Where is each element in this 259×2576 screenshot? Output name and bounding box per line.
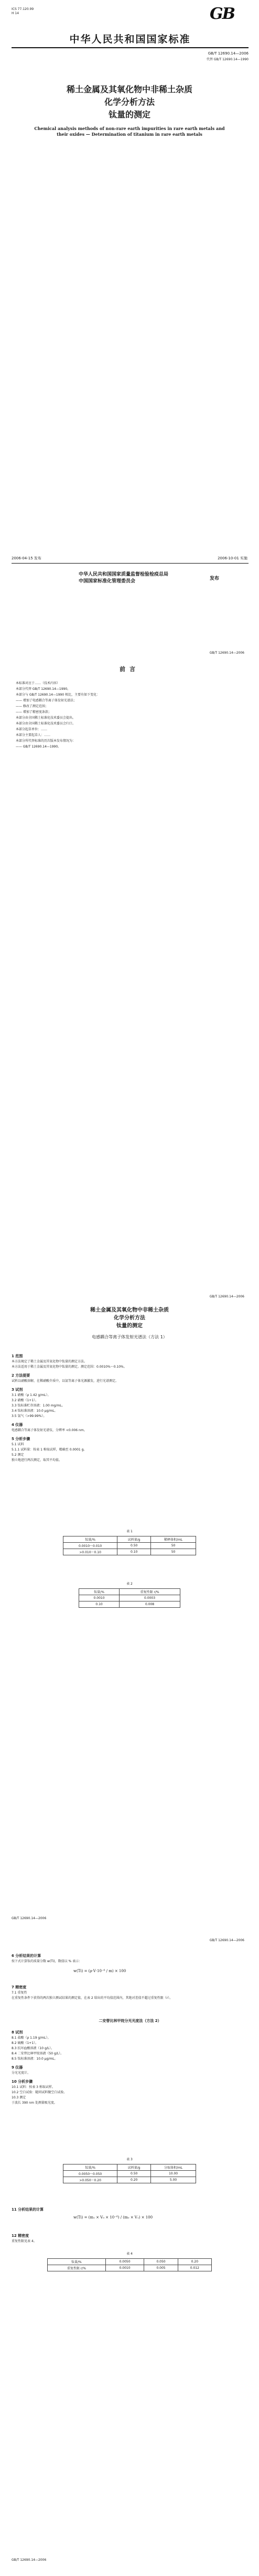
section-heading: 2 方法提要 bbox=[12, 1373, 30, 1378]
body-page-1 bbox=[0, 1287, 259, 1931]
issuer-tag: 发布 bbox=[210, 576, 220, 581]
cover-page bbox=[0, 0, 259, 644]
ics-code bbox=[12, 7, 34, 16]
table-2 bbox=[79, 1588, 180, 1608]
section-line: 5.2 测定 bbox=[12, 1453, 24, 1457]
section-line: 7.1 重复性 bbox=[12, 1991, 27, 1995]
section-line: 电感耦合等离子体发射光谱仪，分辨率 <0.006 nm。 bbox=[12, 1428, 87, 1432]
method-2-heading: 二安替比林甲烷分光光度法（方法 2） bbox=[99, 2019, 161, 2023]
table-header-cell: 钛量/% bbox=[63, 1536, 117, 1543]
table-cell: 0.50 bbox=[117, 2171, 151, 2177]
body-title-line-2: 化学分析方法 bbox=[114, 1315, 145, 1321]
replaces-note: 代替 GB/T 12690.14—1990 bbox=[206, 58, 249, 61]
table-header-cell: 钛量/% bbox=[79, 1589, 120, 1595]
section-heading: 8 试剂 bbox=[12, 2030, 23, 2034]
section-heading: 5 分析步骤 bbox=[12, 1437, 30, 1441]
page-header-number: GB/T 12690.14—2006 bbox=[209, 651, 244, 655]
table-header-cell: 稀释体积/mL bbox=[151, 1536, 196, 1543]
table-row bbox=[79, 1595, 180, 1601]
table-cell: 0.005 bbox=[144, 2265, 178, 2271]
table-3 bbox=[63, 2164, 196, 2183]
table-header-cell: 重复性限 r/% bbox=[120, 1589, 180, 1595]
foreword-page bbox=[0, 644, 259, 1287]
method-2-block bbox=[12, 2015, 249, 2024]
table-header-cell: 钛量/% bbox=[48, 2259, 106, 2265]
section-line: 5.1 试料 bbox=[12, 1443, 24, 1446]
table-row bbox=[48, 2265, 212, 2271]
table-4 bbox=[47, 2258, 212, 2271]
implementation-date: 2006-10-01 实施 bbox=[218, 556, 247, 560]
foreword-title: 前言 bbox=[120, 666, 139, 673]
issue-date: 2006-04-15 发布 bbox=[12, 556, 41, 560]
section-line: 10.1 试料：按表 3 称取试样。 bbox=[12, 2085, 55, 2089]
table-cell: >0.050～0.20 bbox=[63, 2177, 117, 2183]
gb-logo: GB bbox=[210, 5, 234, 23]
table-1 bbox=[63, 1536, 196, 1555]
foreword-line: 本部分主要起草人：…… bbox=[16, 733, 51, 737]
cover-title-line-2: 化学分析方法 bbox=[104, 97, 155, 107]
header-rule bbox=[12, 47, 249, 48]
section-line: 本方法适用于稀土金属及其氧化物中钛量的测定。测定范围：0.0010%～0.10%。 bbox=[12, 1365, 127, 1369]
body-section-block bbox=[12, 1950, 249, 1964]
table-header-row bbox=[48, 2259, 212, 2265]
foreword-line: 本部分与 GB/T 12690.14—1990 相比，主要有如下变化： bbox=[16, 693, 100, 697]
section-heading: 11 分析结果的计算 bbox=[12, 2207, 44, 2212]
table-cell: 0.10 bbox=[79, 1601, 120, 1608]
table-cell: 0.008 bbox=[120, 1601, 180, 1608]
table-cell: 0.0003 bbox=[120, 1595, 180, 1601]
body-section-block bbox=[12, 2204, 249, 2213]
section-line: 10.2 空白试验：随同试料做空白试验。 bbox=[12, 2091, 67, 2094]
foreword-line: —— 修改了测定范围； bbox=[16, 705, 48, 708]
table-row bbox=[79, 1601, 180, 1608]
table-header-row bbox=[63, 1536, 196, 1543]
section-line: 分光光度计。 bbox=[12, 2071, 31, 2075]
section-heading: 6 分析结果的计算 bbox=[12, 1954, 41, 1958]
body-section-block bbox=[12, 2230, 249, 2244]
table-header-cell: 分取体积/mL bbox=[151, 2164, 196, 2171]
method-1-heading: 电感耦合等离子体发射光谱法（方法 1） bbox=[92, 1335, 167, 1339]
body-section-block bbox=[12, 1350, 249, 1463]
section-heading: 1 范围 bbox=[12, 1354, 23, 1358]
body-page-2 bbox=[0, 1931, 259, 2575]
body-title-block bbox=[0, 1306, 259, 1341]
table-header-cell: 0.20 bbox=[178, 2259, 211, 2265]
ccs-number: H 14 bbox=[12, 12, 19, 15]
section-line: 3.5 氩气（>99.99%）。 bbox=[12, 1414, 47, 1418]
table-row bbox=[63, 1549, 196, 1555]
formula-1: w(Ti) = (ρ·V·10⁻⁶ / m) × 100 bbox=[73, 1969, 126, 1973]
table-cell: 0.20 bbox=[117, 2177, 151, 2183]
table-header-row bbox=[79, 1589, 180, 1595]
section-line: 8.2 硫酸（1+1）。 bbox=[12, 2041, 39, 2045]
national-standard-heading: 中华人民共和国国家标准 bbox=[69, 34, 191, 45]
issuer-block bbox=[79, 571, 210, 585]
section-heading: 4 仪器 bbox=[12, 1423, 23, 1427]
table-cell: 0.0010～0.010 bbox=[63, 1543, 117, 1549]
body-section-block bbox=[12, 2027, 249, 2106]
table-cell: 0.10 bbox=[117, 1549, 151, 1555]
foreword-line: 本部分由全国稀土标准化技术委员会提出。 bbox=[16, 716, 76, 720]
cover-title-line-1: 稀土金属及其氧化物中非稀土杂质 bbox=[66, 84, 192, 94]
section-line: 8.3 抗坏血酸溶液（10 g/L）。 bbox=[12, 2047, 55, 2050]
section-line: 于波长 390 nm 处测量吸光度。 bbox=[12, 2101, 57, 2105]
page-header-number: GB/T 12690.14—2006 bbox=[209, 1939, 244, 1942]
page-footer-number: GB/T 12690.14—2006 bbox=[12, 2558, 47, 2562]
section-line: 在重复性条件下获得的两次独立测试结果的测定值，在表 2 给出的平均值范围内，其绝对差值不超过重复性限（r）。 bbox=[12, 1996, 173, 2000]
table-row bbox=[63, 1543, 196, 1549]
table-cell: 0.0010 bbox=[105, 2265, 144, 2271]
table-header-row bbox=[63, 2164, 196, 2171]
table-header-cell: 试料量/g bbox=[117, 1536, 151, 1543]
section-line: 3.2 硝酸（1+1）。 bbox=[12, 1399, 39, 1402]
table-2-caption: 表 2 bbox=[126, 1582, 133, 1586]
cover-title-english: Chemical analysis methods of non-rare earth impurities in rare earth metals and their oxides — Determination of titanium in rare earth metals bbox=[34, 126, 225, 137]
section-line: 重复性限见表 4。 bbox=[12, 2239, 37, 2243]
table-3-caption: 表 3 bbox=[126, 2158, 133, 2161]
section-heading: 9 仪器 bbox=[12, 2065, 23, 2070]
ics-number: ICS 77.120.99 bbox=[12, 7, 34, 11]
formula-2: w(Ti) = (m₁ × V₀ × 10⁻⁶) / (m₀ × V₁) × 100 bbox=[73, 2215, 153, 2220]
foreword-line: 本标准对应于……（技术内容） bbox=[16, 681, 60, 685]
foreword-line: 本部分起草单位：…… bbox=[16, 728, 48, 731]
foreword-line: 本部分代替 GB/T 12690.14—1990。 bbox=[16, 687, 71, 691]
table-cell: 0.0050～0.050 bbox=[63, 2171, 117, 2177]
table-cell: 50 bbox=[151, 1549, 196, 1555]
table-cell: 0.012 bbox=[178, 2265, 211, 2271]
section-heading: 3 试剂 bbox=[12, 1388, 23, 1392]
section-line: 8.4 二安替比林甲烷溶液（50 g/L）。 bbox=[12, 2052, 64, 2055]
section-line: 10.3 测定 bbox=[12, 2096, 26, 2099]
section-line: 8.1 盐酸（ρ 1.19 g/mL）。 bbox=[12, 2036, 51, 2040]
table-cell: 0.50 bbox=[117, 1543, 151, 1549]
table-cell: 0.0010 bbox=[79, 1595, 120, 1601]
section-line: 3.3 钛标准贮存溶液：1.00 mg/mL。 bbox=[12, 1404, 65, 1408]
date-rule bbox=[12, 563, 249, 564]
section-line: 本方法规定了稀土金属及其氧化物中钛量的测定方法。 bbox=[12, 1360, 88, 1363]
body-section-block bbox=[12, 1982, 249, 2001]
standard-number: GB/T 12690.14—2006 bbox=[208, 51, 249, 56]
body-title-line-3: 钛量的测定 bbox=[116, 1323, 143, 1329]
table-cell: 5.00 bbox=[151, 2177, 196, 2183]
page-footer-number: GB/T 12690.14—2006 bbox=[12, 1917, 47, 1920]
foreword-line: 本部分由全国稀土标准化技术委员会归口。 bbox=[16, 722, 76, 726]
foreword-line: —— GB/T 12690.14—1990。 bbox=[16, 745, 61, 749]
table-cell: 重复性限 r/% bbox=[48, 2265, 106, 2271]
section-line: 3.4 钛标准溶液：10.0 μg/mL。 bbox=[12, 1409, 58, 1413]
section-heading: 7 精密度 bbox=[12, 1985, 27, 1989]
table-header-cell: 0.0050 bbox=[105, 2259, 144, 2265]
issuer-1: 中华人民共和国国家质量监督检验检疫总局 bbox=[79, 572, 169, 577]
section-heading: 12 精密度 bbox=[12, 2234, 29, 2238]
section-line: 5.1.1 试料量：按表 1 称取试样，精确至 0.0001 g。 bbox=[12, 1448, 87, 1452]
page-header-number: GB/T 12690.14—2006 bbox=[209, 1295, 244, 1298]
foreword-body bbox=[16, 680, 246, 750]
table-header-cell: 试料量/g bbox=[117, 2164, 151, 2171]
section-heading: 10 分析步骤 bbox=[12, 2080, 33, 2084]
table-row bbox=[63, 2171, 196, 2177]
section-line: 按下式计算钛的质量分数 w(Ti)，数值以 % 表示： bbox=[12, 1960, 82, 1963]
cover-title-line-3: 钛量的测定 bbox=[108, 110, 150, 120]
section-line: 独立地进行两次测定，取其平均值。 bbox=[12, 1458, 62, 1462]
table-header-cell: 钛量/% bbox=[63, 2164, 117, 2171]
table-cell: 10.00 bbox=[151, 2171, 196, 2177]
table-row bbox=[63, 2177, 196, 2183]
section-line: 3.1 硝酸（ρ 1.42 g/mL）。 bbox=[12, 1393, 51, 1397]
section-line: 8.5 钛标准溶液：10.0 μg/mL。 bbox=[12, 2057, 58, 2061]
foreword-line: —— 增加了电感耦合等离子体发射光谱法； bbox=[16, 699, 77, 702]
issuer-2: 中国国家标准化管理委员会 bbox=[79, 579, 136, 584]
table-cell: >0.010～0.10 bbox=[63, 1549, 117, 1555]
table-4-caption: 表 4 bbox=[126, 2252, 133, 2256]
foreword-line: —— 增加了精密度条款； bbox=[16, 710, 51, 714]
table-1-caption: 表 1 bbox=[126, 1530, 133, 1533]
section-line: 试料以硝酸溶解，在稀硝酸介质中，以氩等离子体光源激发，进行光谱测定。 bbox=[12, 1379, 119, 1383]
table-cell: 50 bbox=[151, 1543, 196, 1549]
foreword-line: 本部分所代替标准的历次版本发布情况为： bbox=[16, 739, 76, 743]
body-title-line-1: 稀土金属及其氧化物中非稀土杂质 bbox=[90, 1307, 169, 1313]
table-header-cell: 0.050 bbox=[144, 2259, 178, 2265]
